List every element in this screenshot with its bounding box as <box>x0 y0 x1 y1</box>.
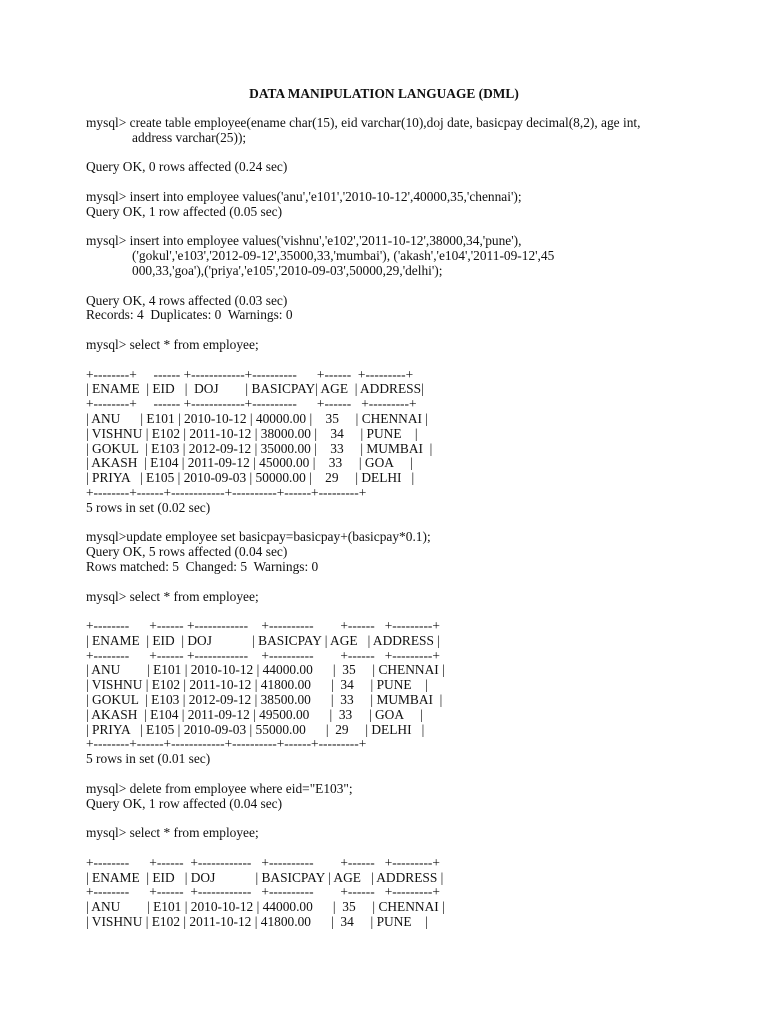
insert2-command-line-2: ('gokul','e103','2012-09-12',35000,33,'mumbai'), ('akash','e104','2011-09-12',45 <box>132 248 555 264</box>
update-result-2: Rows matched: 5 Changed: 5 Warnings: 0 <box>86 558 319 574</box>
select1-command: mysql> select * from employee; <box>86 336 259 352</box>
insert2-result-1: Query OK, 4 rows affected (0.03 sec) <box>86 292 288 308</box>
spacer <box>86 604 756 619</box>
table-row: | VISHNU | E102 | 2011-10-12 | 41800.00 | 34 | PUNE | <box>86 677 428 693</box>
table-row: | PRIYA | E105 | 2010-09-03 | 55000.00 | 29 | DELHI | <box>86 721 425 737</box>
spacer <box>86 516 756 531</box>
table-row: +--------+------+------------+----------+------+---------+ <box>86 484 367 500</box>
table-row: | GOKUL | E103 | 2012-09-12 | 35000.00 | 33 | MUMBAI | <box>86 440 433 456</box>
table-row: | GOKUL | E103 | 2012-09-12 | 38500.00 | 33 | MUMBAI | <box>86 692 443 708</box>
insert2-command-line-3: 000,33,'goa'),('priya','e105','2010-09-03',50000,29,'delhi'); <box>132 262 443 278</box>
spacer <box>86 841 756 856</box>
delete-result: Query OK, 1 row affected (0.04 sec) <box>86 795 283 811</box>
table-row: +--------+------+------------+----------+------+---------+ <box>86 736 367 752</box>
table-row: | ENAME | EID | DOJ | BASICPAY | AGE | ADDRESS | <box>86 869 444 885</box>
table-row: | ANU | E101 | 2010-10-12 | 40000.00 | 35 | CHENNAI | <box>86 410 428 426</box>
spacer <box>86 220 756 235</box>
update-result-1: Query OK, 5 rows affected (0.04 sec) <box>86 544 288 560</box>
spacer <box>86 146 756 161</box>
table-row: +--------+ ------ +------------+---------- +------ +---------+ <box>86 396 417 412</box>
table-row: | ENAME | EID | DOJ | BASICPAY | AGE | ADDRESS | <box>86 632 440 648</box>
create-command-line-1: mysql> create table employee(ename char(15), eid varchar(10),doj date, basicpay decimal(8,2), age int, <box>86 115 641 130</box>
select3-result-table <box>86 856 756 930</box>
document-page <box>86 86 756 930</box>
table-row: | ENAME | EID | DOJ | BASICPAY| AGE | ADDRESS| <box>86 381 424 397</box>
table-row: +-------- +------ +------------ +---------- +------ +---------+ <box>86 618 440 634</box>
select1-result-table <box>86 368 756 501</box>
select2-result: 5 rows in set (0.01 sec) <box>86 751 211 767</box>
spacer <box>86 767 756 782</box>
insert1-result: Query OK, 1 row affected (0.05 sec) <box>86 203 283 219</box>
select1-result: 5 rows in set (0.02 sec) <box>86 499 211 515</box>
delete-command: mysql> delete from employee where eid="E103"; <box>86 780 353 796</box>
table-row: | VISHNU | E102 | 2011-10-12 | 41800.00 | 34 | PUNE | <box>86 914 428 930</box>
spacer <box>86 175 756 190</box>
spacer <box>86 575 756 590</box>
create-command-line-2: address varchar(25)); <box>132 129 247 145</box>
spacer <box>86 353 756 368</box>
select3-command: mysql> select * from employee; <box>86 825 259 841</box>
insert2-command-line-1: mysql> insert into employee values('vishnu','e102','2011-10-12',38000,34,'pune'), <box>86 233 522 249</box>
table-row: | AKASH | E104 | 2011-09-12 | 45000.00 | 33 | GOA | <box>86 455 413 471</box>
select2-command: mysql> select * from employee; <box>86 588 259 604</box>
create-result: Query OK, 0 rows affected (0.24 sec) <box>86 159 288 175</box>
update-command: mysql>update employee set basicpay=basicpay+(basicpay*0.1); <box>86 529 431 545</box>
select2-result-table <box>86 619 756 752</box>
spacer <box>86 811 756 826</box>
table-row: +--------+ ------ +------------+---------- +------ +---------+ <box>86 366 414 382</box>
insert2-result-2: Records: 4 Duplicates: 0 Warnings: 0 <box>86 307 293 323</box>
spacer <box>86 279 756 294</box>
table-row: | ANU | E101 | 2010-10-12 | 44000.00 | 35 | CHENNAI | <box>86 662 445 678</box>
table-row: | AKASH | E104 | 2011-09-12 | 49500.00 | 33 | GOA | <box>86 706 423 722</box>
table-row: | VISHNU | E102 | 2011-10-12 | 38000.00 | 34 | PUNE | <box>86 425 418 441</box>
table-row: +-------- +------ +------------ +---------- +------ +---------+ <box>86 884 440 900</box>
page-title: DATA MANIPULATION LANGUAGE (DML) <box>249 86 519 101</box>
table-row: | PRIYA | E105 | 2010-09-03 | 50000.00 | 29 | DELHI | <box>86 470 415 486</box>
spacer <box>86 323 756 338</box>
table-row: +-------- +------ +------------ +---------- +------ +---------+ <box>86 647 440 663</box>
table-row: +-------- +------ +------------ +---------- +------ +---------+ <box>86 854 440 870</box>
table-row: | ANU | E101 | 2010-10-12 | 44000.00 | 35 | CHENNAI | <box>86 899 445 915</box>
insert1-command: mysql> insert into employee values('anu','e101','2010-10-12',40000,35,'chennai'); <box>86 188 522 204</box>
